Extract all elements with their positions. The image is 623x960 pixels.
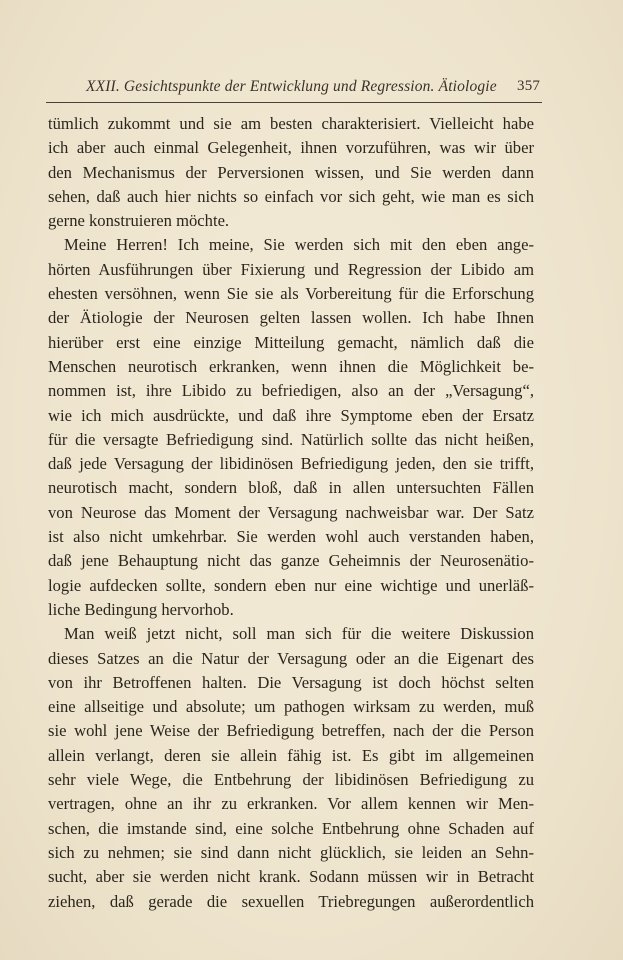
- text-line: gerne konstruieren möchte.: [48, 211, 230, 231]
- page-number: 357: [517, 78, 540, 94]
- text-line: Menschen neurotisch erkranken, wenn ihnen die Möglichkeit be-: [48, 356, 534, 376]
- text-line: ich aber auch einmal Gelegenheit, ihnen vorzuführen, was wir über: [48, 138, 534, 158]
- text-line: eine allseitige und absolute; um pathogen wirksam zu werden, muß: [48, 697, 534, 717]
- text-line: logie aufdecken sollte, sondern eben nur eine wichtige und unerläß-: [48, 575, 534, 595]
- text-line: nommen ist, ihre Libido zu befriedigen, also an der „Versagung“,: [48, 381, 534, 401]
- text-line: ziehen, daß gerade die sexuellen Triebregungen außerordentlich: [48, 891, 534, 911]
- text-line: schen, die imstande sind, eine solche Entbehrung ohne Schaden auf: [48, 818, 534, 838]
- header-rule: [46, 102, 542, 103]
- text-line: von ihr Betroffenen halten. Die Versagung ist doch höchst selten: [48, 672, 534, 692]
- text-line: tümlich zukommt und sie am besten charakterisiert. Vielleicht habe: [48, 114, 534, 133]
- text-line: den Mechanismus der Perversionen wissen, und Sie werden dann: [48, 162, 534, 182]
- text-line: sehr viele Wege, die Entbehrung der libidinösen Befriedigung zu: [48, 770, 534, 790]
- running-header: [86, 78, 540, 96]
- text-line: sie wohl jene Weise der Befriedigung betreffen, nach der die Person: [48, 721, 534, 741]
- text-line: daß jene Behauptung nicht das ganze Geheimnis der Neurosenätio-: [48, 551, 534, 571]
- text-line: daß jede Versagung der libidinösen Befriedigung jeden, den sie trifft,: [48, 454, 534, 474]
- running-title: XXII. Gesichtspunkte der Entwicklung und Regression. Ätiologie: [86, 78, 497, 95]
- text-line: ist also nicht umkehrbar. Sie werden wohl auch verstanden haben,: [48, 527, 534, 547]
- text-line: neurotisch macht, sondern bloß, daß in allen untersuchten Fällen: [48, 478, 534, 498]
- text-line: ehesten versöhnen, wenn Sie sie als Vorbereitung für die Erforschung: [48, 284, 534, 304]
- text-line: hierüber erst eine einzige Mitteilung gemacht, nämlich daß die: [48, 332, 534, 352]
- text-line: liche Bedingung hervorhob.: [48, 599, 234, 619]
- text-line: Man weiß jetzt nicht, soll man sich für die weitere Diskussion: [64, 624, 534, 644]
- text-line: sucht, aber sie werden nicht krank. Sodann müssen wir in Betracht: [48, 867, 534, 887]
- body-text: [48, 112, 534, 914]
- text-line: dieses Satzes an die Natur der Versagung oder an die Eigenart des: [48, 648, 534, 668]
- text-line: hörten Ausführungen über Fixierung und Regression der Libido am: [48, 259, 534, 279]
- text-line: wie ich mich ausdrückte, und daß ihre Symptome eben der Ersatz: [48, 405, 534, 425]
- text-line: sehen, daß auch hier nichts so einfach vor sich geht, wie man es sich: [48, 186, 534, 206]
- text-line: der Ätiologie der Neurosen gelten lassen wollen. Ich habe Ihnen: [48, 308, 534, 328]
- text-line: sich zu nehmen; sie sind dann nicht glücklich, sie leiden an Sehn-: [48, 842, 534, 862]
- text-line: allein verlangt, deren sie allein fähig ist. Es gibt im allgemeinen: [48, 745, 534, 765]
- text-line: vertragen, ohne an ihr zu erkranken. Vor allem kennen wir Men-: [48, 794, 534, 814]
- text-line: Meine Herren! Ich meine, Sie werden sich mit den eben ange-: [64, 235, 534, 255]
- text-line: für die versagte Befriedigung sind. Natürlich sollte das nicht heißen,: [48, 429, 534, 449]
- text-line: von Neurose das Moment der Versagung nachweisbar war. Der Satz: [48, 502, 534, 522]
